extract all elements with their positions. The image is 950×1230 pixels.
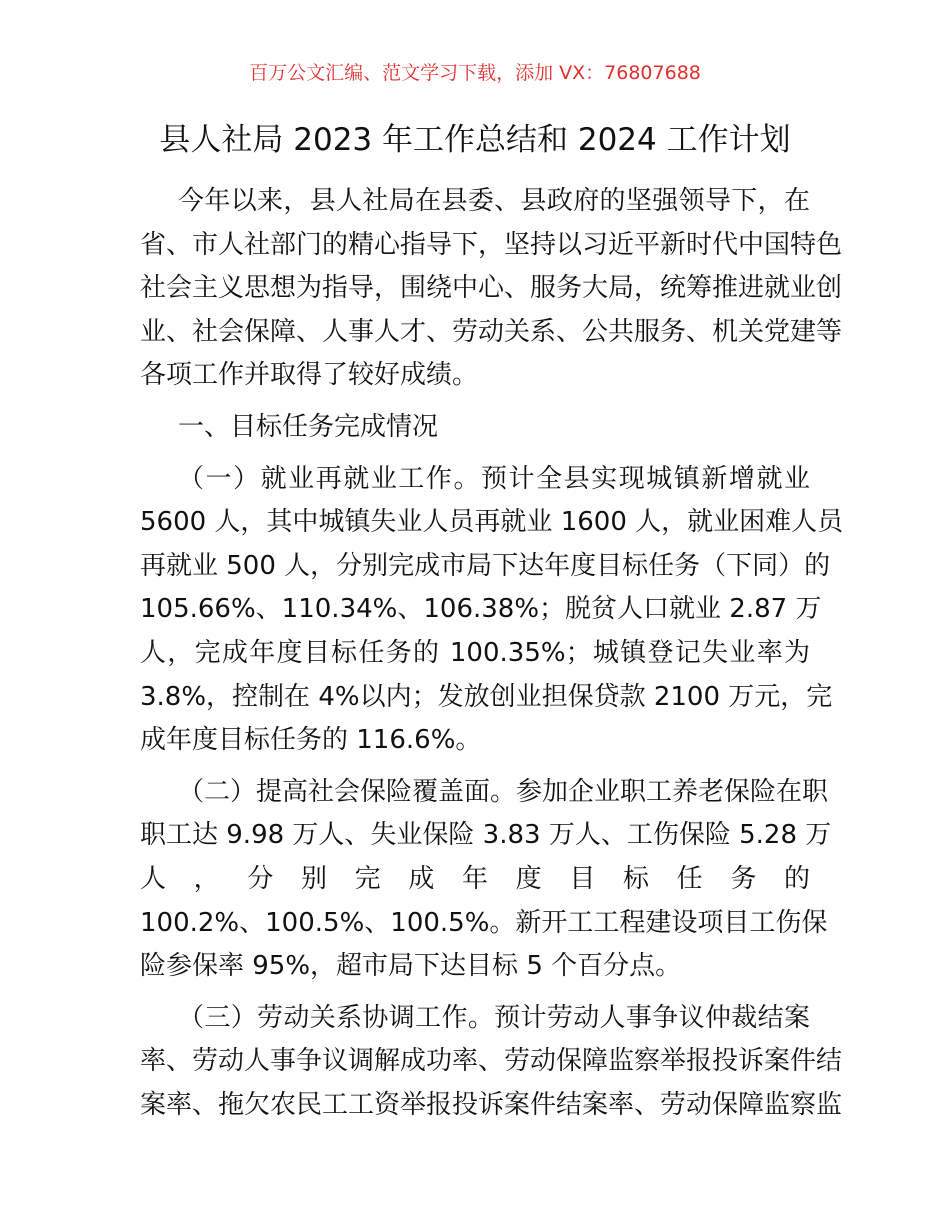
document-body	[140, 180, 844, 1135]
paragraph-line: 人 ， 分 别 完 成 年 度 目 标 任 务 的	[140, 863, 810, 894]
paragraph-line: 3.8%，控制在 4%以内；发放创业担保贷款 2100 万元，完	[140, 681, 833, 712]
paragraph-line: （三）劳动关系协调工作。预计劳动人事争议仲裁结案	[178, 1002, 810, 1033]
paragraph-line: （一）就业再就业工作。预计全县实现城镇新增就业	[178, 463, 810, 494]
paragraph-line: 成年度目标任务的 116.6%。	[140, 725, 482, 756]
paragraph	[140, 997, 843, 1128]
paragraph-line: 100.2%、100.5%、100.5%。新开工工程建设项目工伤保	[140, 907, 828, 938]
document-title: 县人社局 2023 年工作总结和 2024 工作计划	[159, 122, 791, 158]
paragraph-line: 省、市人社部门的精心指导下，坚持以习近平新时代中国特色	[140, 229, 843, 260]
paragraph-line: 再就业 500 人，分别完成市局下达年度目标任务（下同）的	[140, 550, 831, 581]
watermark-header: 百万公文汇编、范文学习下载，添加 VX：76807688	[249, 62, 701, 84]
paragraph-line: 各项工作并取得了较好成绩。	[140, 360, 479, 391]
paragraph-line: （二）提高社会保险覆盖面。参加企业职工养老保险在职	[178, 776, 829, 807]
paragraph-line: 105.66%、110.34%、106.38%；脱贫人口就业 2.87 万	[140, 594, 822, 625]
paragraph-line: 险参保率 95%，超市局下达目标 5 个百分点。	[140, 951, 682, 982]
paragraph-line: 今年以来，县人社局在县委、县政府的坚强领导下，在	[178, 186, 810, 216]
paragraph-line: 职工达 9.98 万人、失业保险 3.83 万人、工伤保险 5.28 万	[140, 820, 832, 851]
paragraph	[140, 771, 832, 989]
section-heading: 一、目标任务完成情况	[178, 411, 439, 442]
paragraph-line: 5600 人，其中城镇失业人员再就业 1600 人，就业困难人员	[140, 507, 844, 538]
paragraph-line: 案率、拖欠农民工工资举报投诉案件结案率、劳动保障监察监	[140, 1089, 843, 1120]
paragraph-line: 业、社会保障、人事人才、劳动关系、公共服务、机关党建等	[140, 316, 843, 347]
paragraph-line: 率、劳动人事争议调解成功率、劳动保障监察举报投诉案件结	[140, 1046, 843, 1077]
paragraph-line: 人，完成年度目标任务的 100.35%；城镇登记失业率为	[140, 637, 810, 668]
paragraph	[140, 458, 844, 763]
paragraph	[140, 180, 843, 398]
paragraph-line: 社会主义思想为指导，围绕中心、服务大局，统筹推进就业创	[140, 273, 843, 304]
